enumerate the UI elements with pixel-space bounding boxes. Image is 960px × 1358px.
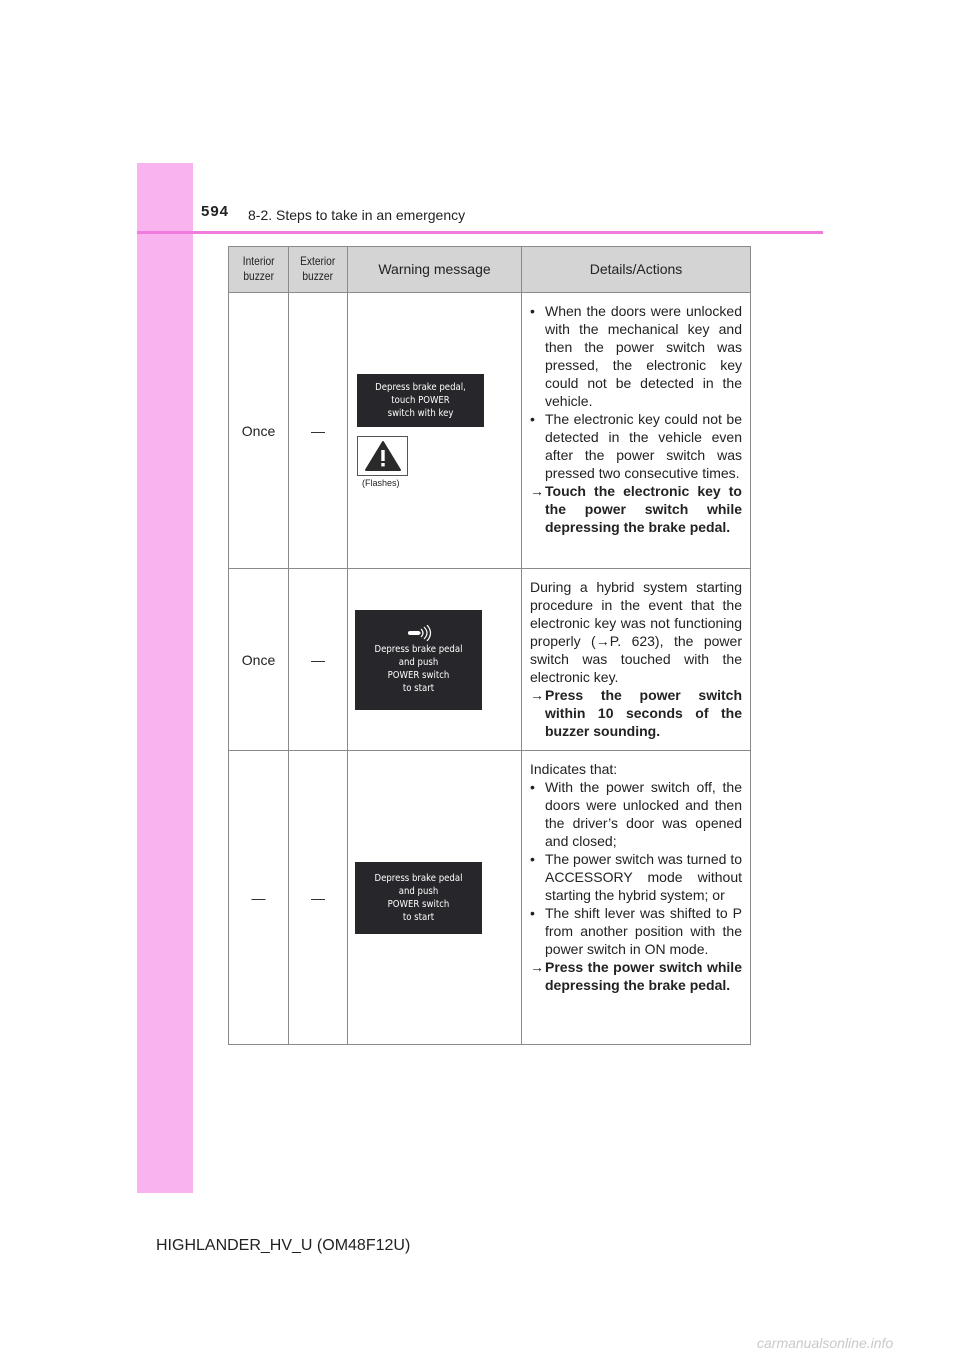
arrow-icon: → — [530, 687, 544, 703]
table-header-row — [229, 247, 751, 293]
detail-bullet: • The shift lever was shifted to P from another position with the power switch in ON mode. — [530, 904, 742, 958]
header-details: Details/Actions — [522, 247, 751, 293]
display-message: Depress brake pedal and push POWER switch to start — [355, 610, 482, 710]
key-signal-icon — [406, 625, 432, 641]
section-title: 8-2. Steps to take in an emergency — [248, 207, 466, 223]
warning-message-cell — [348, 751, 522, 1045]
details-cell — [522, 569, 751, 751]
detail-bullet: • When the doors were unlocked with the mechanical key and then the power switch was pressed, the electronic key could not be detected in the vehicle. — [530, 302, 742, 410]
detail-action: → Press the power switch within 10 seconds of the buzzer sounding. — [530, 687, 742, 739]
arrow-icon: → — [530, 483, 544, 499]
detail-intro: Indicates that: — [530, 761, 618, 777]
detail-bullet: • With the power switch off, the doors were unlocked and then the driver’s door was opened and closed; — [530, 778, 742, 850]
interior-buzzer-cell: Once — [229, 293, 289, 569]
header-rule — [137, 231, 823, 234]
exterior-buzzer-cell: — — [289, 293, 348, 569]
exterior-buzzer-cell: — — [289, 751, 348, 1045]
interior-buzzer-cell: Once — [229, 569, 289, 751]
watermark: carmanualsonline.info — [757, 1335, 894, 1351]
detail-bullet: • The electronic key could not be detected in the vehicle even after the power switch was pressed two consecutive times. — [530, 410, 742, 482]
arrow-icon: → — [530, 959, 544, 975]
warning-table — [228, 246, 751, 1045]
header-interior-buzzer: Interior buzzer — [229, 247, 289, 293]
table-row — [229, 751, 751, 1045]
page-number: 594 — [201, 203, 230, 220]
exterior-buzzer-cell: — — [289, 569, 348, 751]
side-tab-bar — [137, 163, 193, 1193]
detail-intro: During a hybrid system starting procedure in the event that the electronic key was not functioning properly (→P. 623), the power switch was touched with the electronic key. — [530, 579, 742, 685]
table-row — [229, 293, 751, 569]
details-cell — [522, 751, 751, 1045]
header-exterior-buzzer: Exterior buzzer — [289, 247, 348, 293]
warning-message-cell — [348, 569, 522, 751]
warning-message-cell — [348, 293, 522, 569]
header-warning-message: Warning message — [348, 247, 522, 293]
flashes-label: (Flashes) — [362, 477, 400, 488]
display-message: Depress brake pedal and push POWER switch to start — [355, 862, 482, 934]
details-cell — [522, 293, 751, 569]
detail-bullet: • The power switch was turned to ACCESSORY mode without starting the hybrid system; or — [530, 850, 742, 904]
table-row — [229, 569, 751, 751]
detail-action: → Press the power switch while depressing the brake pedal. — [530, 959, 742, 993]
footer-model-code: HIGHLANDER_HV_U (OM48F12U) — [156, 1237, 411, 1254]
detail-action: → Touch the electronic key to the power switch while depressing the brake pedal. — [530, 483, 742, 535]
warning-triangle-icon — [357, 436, 408, 476]
display-message: Depress brake pedal, touch POWER switch with key — [357, 374, 484, 427]
interior-buzzer-cell: — — [229, 751, 289, 1045]
